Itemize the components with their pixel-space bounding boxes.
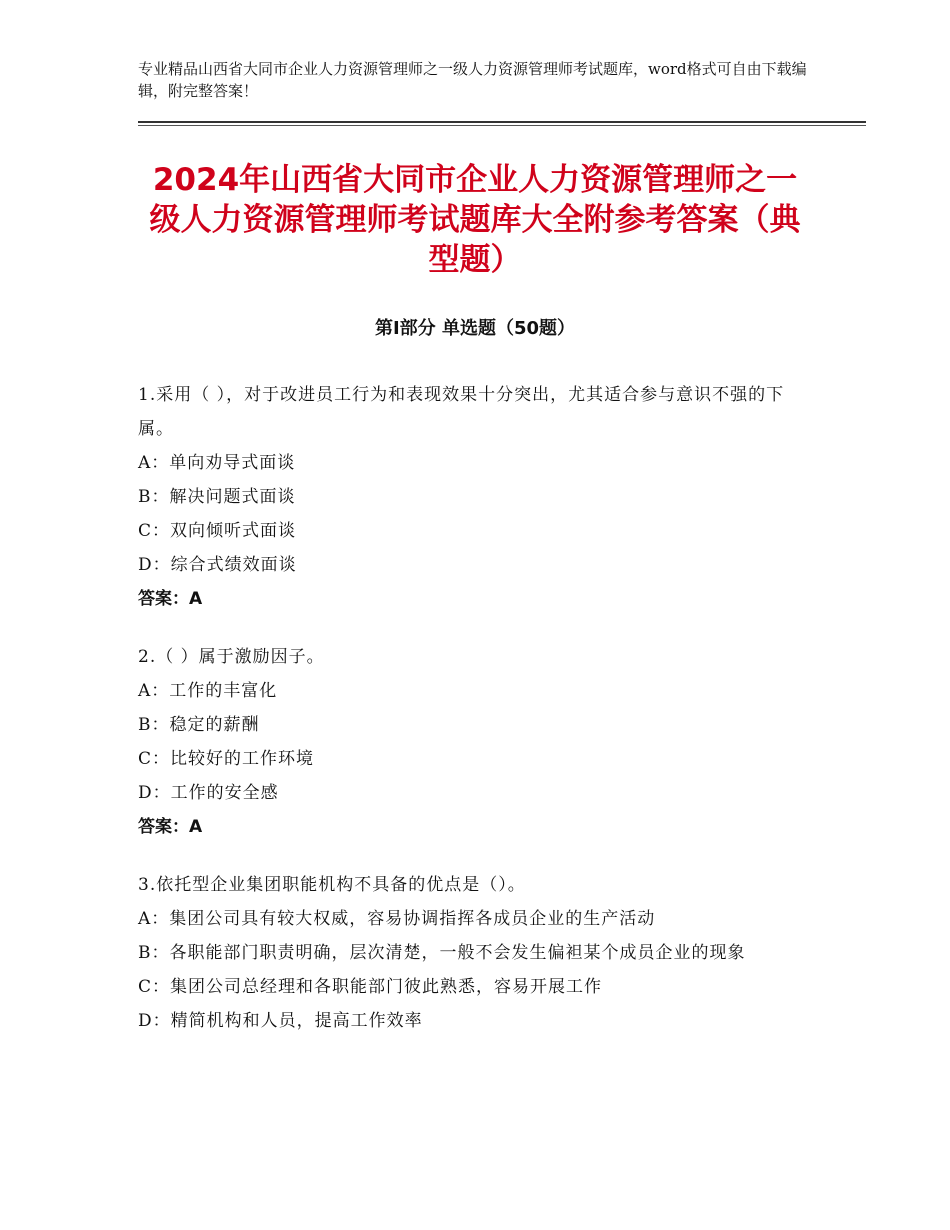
document-title: 2024年山西省大同市企业人力资源管理师之一级人力资源管理师考试题库大全附参考答案（典型题） — [149, 162, 801, 278]
header-divider — [138, 121, 866, 126]
section-title: 第Ⅰ部分 单选题（50题） — [374, 318, 575, 339]
question-stem: 1.采用（ ），对于改进员工行为和表现效果十分突出，尤其适合参与意识不强的下属。 — [138, 385, 785, 439]
option-c: C：双向倾听式面谈 — [138, 521, 297, 541]
answer: 答案：A — [138, 817, 203, 837]
option-a: A：集团公司具有较大权威，容易协调指挥各成员企业的生产活动 — [138, 909, 656, 929]
question-stem: 3.依托型企业集团职能机构不具备的优点是（）。 — [138, 875, 526, 895]
question-3 — [138, 868, 818, 1038]
question-list — [138, 378, 818, 1062]
question-1 — [138, 378, 818, 616]
option-b: B：各职能部门职责明确，层次清楚，一般不会发生偏袒某个成员企业的现象 — [138, 943, 746, 963]
option-d: D：工作的安全感 — [138, 783, 279, 803]
question-2 — [138, 640, 818, 844]
option-c: C：集团公司总经理和各职能部门彼此熟悉，容易开展工作 — [138, 977, 603, 997]
option-b: B：解决问题式面谈 — [138, 487, 296, 507]
option-d: D：精简机构和人员，提高工作效率 — [138, 1011, 423, 1031]
option-c: C：比较好的工作环境 — [138, 749, 315, 769]
option-b: B：稳定的薪酬 — [138, 715, 260, 735]
option-d: D：综合式绩效面谈 — [138, 555, 297, 575]
option-a: A：单向劝导式面谈 — [138, 453, 296, 473]
answer: 答案：A — [138, 589, 203, 609]
header-note: 专业精品山西省大同市企业人力资源管理师之一级人力资源管理师考试题库，word格式可自由下载编辑，附完整答案！ — [138, 60, 807, 100]
question-stem: 2.（ ）属于激励因子。 — [138, 647, 325, 667]
option-a: A：工作的丰富化 — [138, 681, 278, 701]
